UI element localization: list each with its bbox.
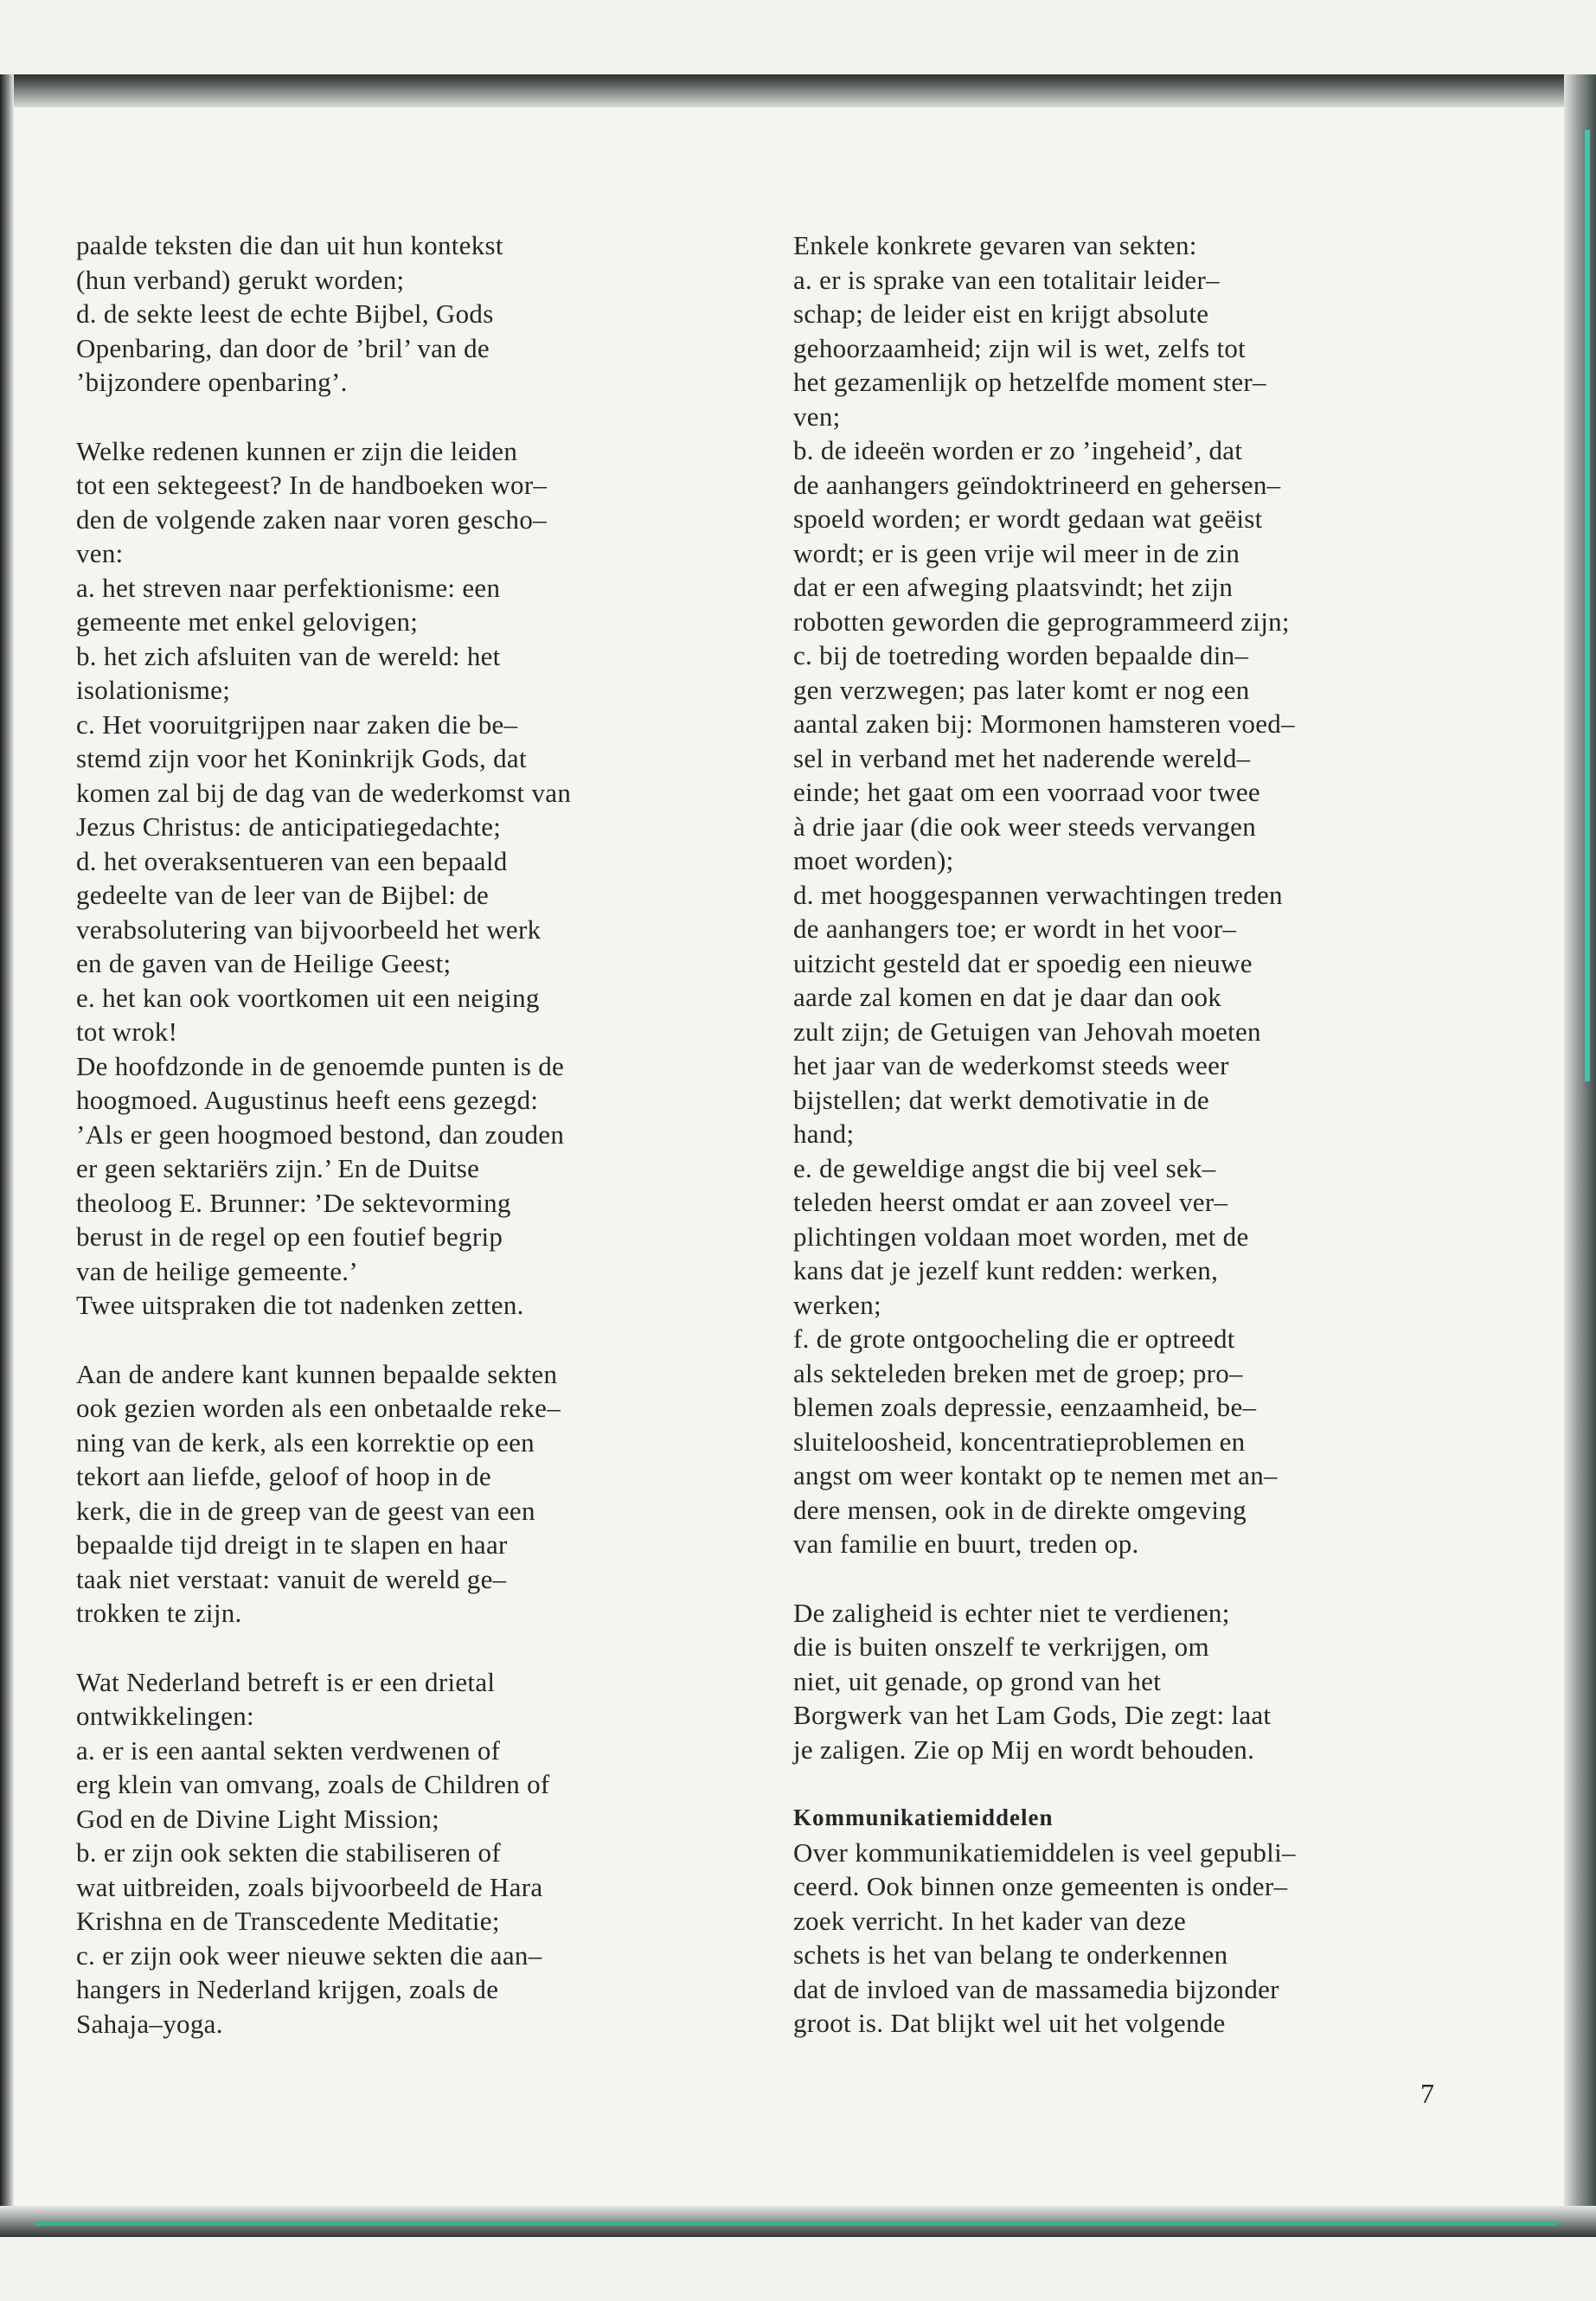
text-line: ven: <box>76 538 124 568</box>
scan-edge-top <box>0 74 1596 107</box>
text-line: Borgwerk van het Lam Gods, Die zegt: laat <box>793 1700 1272 1730</box>
paragraph <box>76 1665 751 2041</box>
text-line: a. er is sprake van een totalitair leider– <box>793 264 1220 295</box>
text-line: kans dat je jezelf kunt redden: werken, <box>793 1255 1219 1285</box>
text-line: spoeld worden; er wordt gedaan wat geëist <box>793 503 1263 534</box>
text-line: a. het streven naar perfektionisme: een <box>76 572 501 603</box>
book-spine-stripe <box>1585 130 1590 1081</box>
text-line: aarde zal komen en dat je daar dan ook <box>793 982 1222 1012</box>
text-line: a. er is een aantal sekten verdwenen of <box>76 1734 501 1766</box>
text-line: ’bijzondere openbaring’. <box>76 367 348 397</box>
text-line: van familie en buurt, treden op. <box>793 1529 1139 1559</box>
text-line: groot is. Dat blijkt wel uit het volgende <box>793 2008 1226 2038</box>
text-line: einde; het gaat om een voorraad voor twee <box>793 777 1260 807</box>
left-text-column <box>76 228 751 2075</box>
text-line: tot wrok! <box>76 1016 178 1047</box>
text-line: schets is het van belang te onderkennen <box>793 1939 1228 1970</box>
text-line: hangers in Nederland krijgen, zoals de <box>76 1974 499 2004</box>
text-line: Jezus Christus: de anticipatiegedachte; <box>76 811 502 842</box>
text-line: Over kommunikatiemiddelen is veel gepubli– <box>793 1836 1296 1868</box>
text-line: d. de sekte leest de echte Bijbel, Gods <box>76 298 494 329</box>
book-bottom-stripe <box>35 2221 1557 2226</box>
text-line: sel in verband met het naderende wereld– <box>793 742 1251 773</box>
text-line: wat uitbreiden, zoals bijvoorbeeld de Hara <box>76 1871 543 1902</box>
section-heading: Kommunikatiemiddelen <box>793 1804 1054 1830</box>
text-line: robotten geworden die geprogrammeerd zijn; <box>793 606 1290 637</box>
paragraph <box>793 228 1468 1561</box>
text-line: erg klein van omvang, zoals de Children of <box>76 1769 550 1799</box>
text-line: ceerd. Ook binnen onze gemeenten is onder– <box>793 1871 1288 1901</box>
text-line: berust in de regel op een foutief begrip <box>76 1221 503 1252</box>
text-line: ook gezien worden als een onbetaalde reke– <box>76 1393 561 1423</box>
text-line: wordt; er is geen vrije wil meer in de zin <box>793 537 1240 568</box>
text-line: tot een sektegeest? In de handboeken wor– <box>76 470 548 500</box>
text-line: van de heilige gemeente.’ <box>76 1255 358 1286</box>
text-line: kerk, die in de greep van de geest van een <box>76 1495 535 1526</box>
text-line: plichtingen voldaan moet worden, met de <box>793 1221 1249 1252</box>
text-line: Openbaring, dan door de ’bril’ van de <box>76 332 490 363</box>
text-line: die is buiten onszelf te verkrijgen, om <box>793 1631 1209 1662</box>
text-line: ontwikkelingen: <box>76 1701 254 1731</box>
text-line: de aanhangers toe; er wordt in het voor– <box>793 913 1237 944</box>
text-line: aantal zaken bij: Mormonen hamsteren voed– <box>793 708 1295 739</box>
text-line: werken; <box>793 1289 881 1320</box>
text-line: f. de grote ontgoocheling die er optreedt <box>793 1324 1235 1354</box>
text-line: blemen zoals depressie, eenzaamheid, be– <box>793 1392 1257 1422</box>
text-line: ven; <box>793 401 841 432</box>
text-line: Sahaja–yoga. <box>76 2008 223 2039</box>
text-line: ’Als er geen hoogmoed bestond, dan zouden <box>76 1118 565 1150</box>
text-line: Welke redenen kunnen er zijn die leiden <box>76 435 518 466</box>
text-line: d. met hooggespannen verwachtingen treden <box>793 879 1283 910</box>
text-line: gemeente met enkel gelovigen; <box>76 606 419 637</box>
text-line: c. er zijn ook weer nieuwe sekten die aan– <box>76 1939 542 1971</box>
text-line: gen verzwegen; pas later komt er nog een <box>793 674 1250 705</box>
text-line: sluiteloosheid, koncentratieproblemen en <box>793 1426 1246 1457</box>
text-line: je zaligen. Zie op Mij en wordt behouden. <box>793 1734 1255 1765</box>
text-line: het gezamenlijk op hetzelfde moment ster– <box>793 367 1266 397</box>
text-line: gehoorzaamheid; zijn wil is wet, zelfs tot <box>793 332 1247 363</box>
text-line: Twee uitspraken die tot nadenken zetten. <box>76 1290 524 1320</box>
text-line: dere mensen, ook in de direkte omgeving <box>793 1494 1247 1525</box>
text-line: er geen sektariërs zijn.’ En de Duitse <box>76 1153 480 1183</box>
paragraph <box>76 1357 751 1631</box>
text-line: à drie jaar (die ook weer steeds vervangen <box>793 811 1257 842</box>
text-line: hoogmoed. Augustinus heeft eens gezegd: <box>76 1085 539 1115</box>
text-line: en de gaven van de Heilige Geest; <box>76 948 452 978</box>
text-line: Wat Nederland betreft is er een drietal <box>76 1666 496 1697</box>
text-line: b. het zich afsluiten van de wereld: het <box>76 640 501 671</box>
text-line: Krishna en de Transcedente Meditatie; <box>76 1906 500 1936</box>
text-line: hand; <box>793 1118 855 1149</box>
text-line: als sekteleden breken met de groep; pro– <box>793 1357 1243 1388</box>
text-line: c. Het vooruitgrijpen naar zaken die be– <box>76 708 518 740</box>
text-line: taak niet verstaat: vanuit de wereld ge– <box>76 1563 507 1594</box>
text-line: God en de Divine Light Mission; <box>76 1803 440 1834</box>
text-line: niet, uit genade, op grond van het <box>793 1665 1162 1696</box>
text-line: bepaalde tijd dreigt in te slapen en haar <box>76 1529 508 1560</box>
text-line: c. bij de toetreding worden bepaalde din– <box>793 640 1249 670</box>
text-line: Aan de andere kant kunnen bepaalde sekten <box>76 1358 558 1389</box>
text-line: zoek verricht. In het kader van deze <box>793 1905 1187 1936</box>
text-line: paalde teksten die dan uit hun kontekst <box>76 230 503 260</box>
text-line: de aanhangers geïndoktrineerd en gehersen– <box>793 469 1281 500</box>
text-line: stemd zijn voor het Koninkrijk Gods, dat <box>76 743 527 773</box>
text-line: uitzicht gesteld dat er spoedig een nieuwe <box>793 947 1253 978</box>
text-line: tekort aan liefde, geloof of hoop in de <box>76 1461 491 1491</box>
text-line: komen zal bij de dag van de wederkomst van <box>76 777 572 808</box>
text-line: schap; de leider eist en krijgt absolute <box>793 298 1209 329</box>
text-line: dat er een afweging plaatsvindt; het zijn <box>793 572 1234 602</box>
text-line: De hoofdzonde in de genoemde punten is de <box>76 1050 565 1081</box>
text-line: moet worden); <box>793 845 954 875</box>
text-line: gedeelte van de leer van de Bijbel: de <box>76 880 490 910</box>
text-line: het jaar van de wederkomst steeds weer <box>793 1050 1229 1080</box>
text-line: theoloog E. Brunner: ’De sektevorming <box>76 1187 511 1218</box>
text-line: zult zijn; de Getuigen van Jehovah moeten <box>793 1016 1261 1047</box>
text-line: b. de ideeën worden er zo ’ingeheid’, dat <box>793 435 1243 465</box>
page-number: 7 <box>1420 2078 1434 2109</box>
text-line: teleden heerst omdat er aan zoveel ver– <box>793 1187 1228 1217</box>
paragraph <box>76 228 751 400</box>
text-line: d. het overaksentueren van een bepaald <box>76 845 508 876</box>
text-line: den de volgende zaken naar voren gescho– <box>76 503 547 535</box>
text-line: verabsolutering van bijvoorbeeld het werk <box>76 913 542 945</box>
text-line: De zaligheid is echter niet te verdienen; <box>793 1597 1230 1628</box>
text-line: angst om weer kontakt op te nemen met an– <box>793 1460 1278 1490</box>
scan-edge-right <box>1564 74 1596 2237</box>
paragraph <box>76 434 751 1323</box>
text-line: Enkele konkrete gevaren van sekten: <box>793 230 1197 260</box>
paragraph <box>793 1596 1468 1767</box>
text-line: e. de geweldige angst die bij veel sek– <box>793 1152 1216 1183</box>
text-line: trokken te zijn. <box>76 1598 242 1628</box>
right-text-column <box>793 228 1468 2075</box>
text-line: e. het kan ook voortkomen uit een neiging <box>76 982 540 1013</box>
scan-edge-left <box>0 74 14 2237</box>
text-line: ning van de kerk, als een korrektie op een <box>76 1426 535 1458</box>
text-line: isolationisme; <box>76 675 231 705</box>
text-line: bijstellen; dat werkt demotivatie in de <box>793 1084 1209 1115</box>
text-line: (hun verband) gerukt worden; <box>76 264 405 295</box>
text-line: dat de invloed van de massamedia bijzonder <box>793 1973 1279 2004</box>
paragraph <box>793 1801 1468 2041</box>
text-line: b. er zijn ook sekten die stabiliseren of <box>76 1837 501 1868</box>
